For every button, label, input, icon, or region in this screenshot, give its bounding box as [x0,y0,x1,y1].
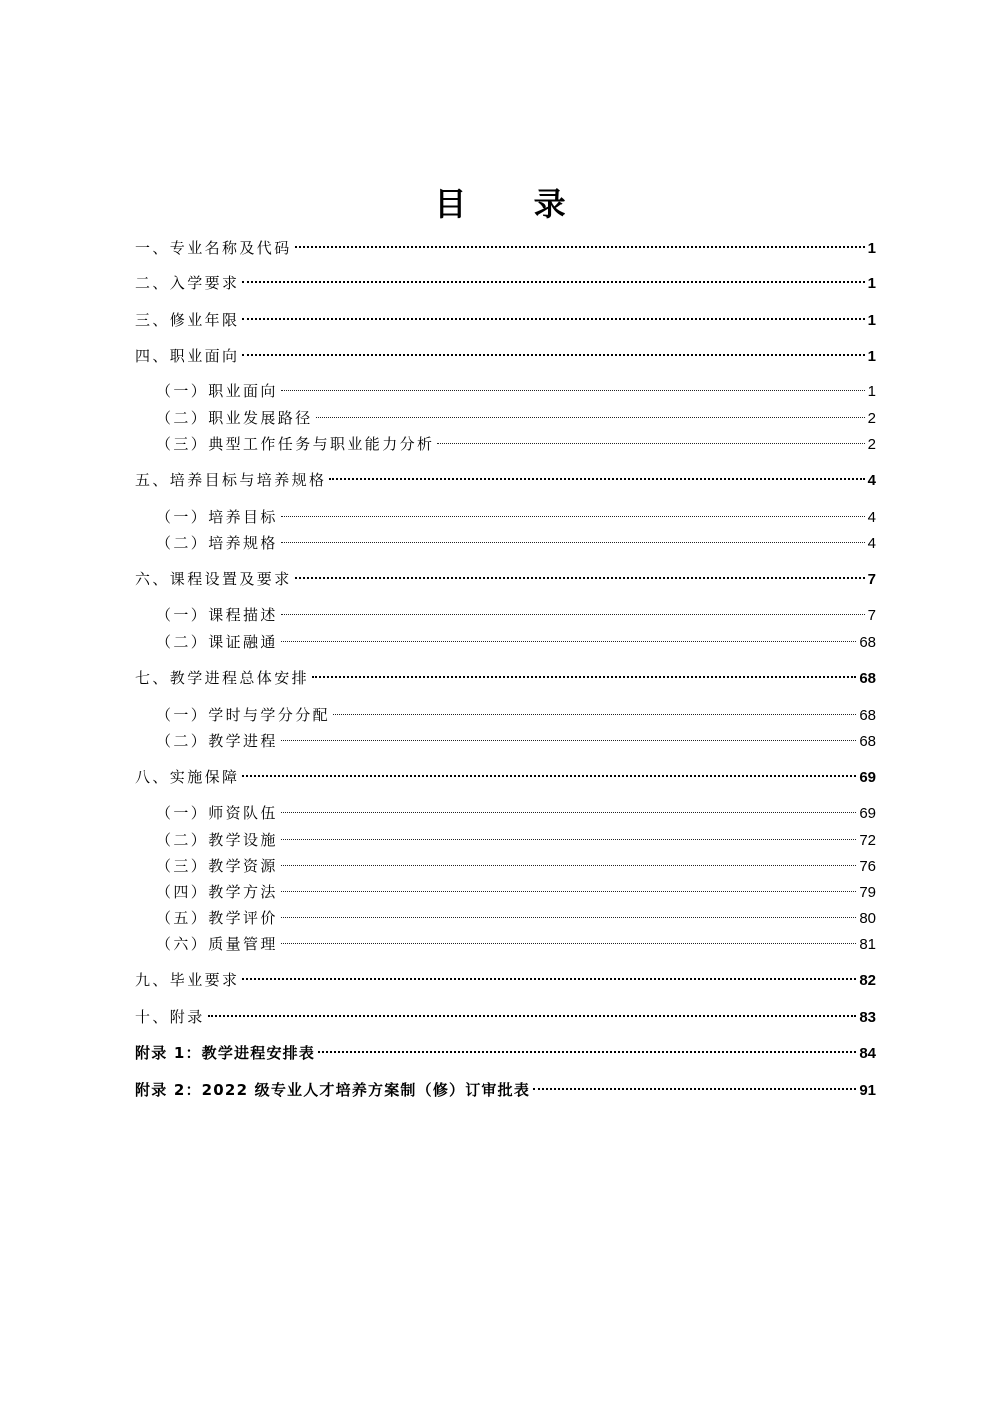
toc-subentry-page: 68 [859,707,876,724]
toc-entry-page: 1 [867,240,876,257]
toc-subentry-page: 4 [867,535,876,552]
toc-entry[interactable] [135,765,876,789]
toc-subentry[interactable] [156,729,876,753]
toc-subentry[interactable] [156,603,876,627]
toc-subentry-title: （一）学时与学分分配 [156,706,331,724]
toc-subentry-page: 68 [859,634,876,651]
toc-entry-page: 69 [859,769,876,786]
toc-entry-page: 83 [859,1009,876,1026]
toc-entry-title: 二、入学要求 [135,274,240,292]
toc-subentry-title: （五）教学评价 [156,909,278,927]
toc-dot-leader [281,917,857,918]
toc-dot-leader [242,978,856,980]
toc-dot-leader [242,354,864,356]
page-title: 目 录 [434,185,594,223]
toc-subentry-page: 81 [859,936,876,953]
toc-dot-leader [316,417,865,418]
toc-subentry[interactable] [156,531,876,555]
toc-subentry-page: 4 [867,509,876,526]
toc-subentry[interactable] [156,379,876,403]
toc-subentry[interactable] [156,801,876,825]
toc-dot-leader [242,775,856,777]
toc-subentry-title: （二）课证融通 [156,633,278,651]
toc-subentry[interactable] [156,828,876,852]
toc-dot-leader [281,390,865,391]
toc-subentry-page: 68 [859,733,876,750]
toc-subentry-title: （二）职业发展路径 [156,409,313,427]
toc-subentry-page: 2 [867,436,876,453]
toc-dot-leader [281,516,865,517]
toc-entry-page: 1 [867,275,876,292]
toc-subentry-page: 72 [859,832,876,849]
toc-subentry[interactable] [156,854,876,878]
toc-subentry-title: （一）职业面向 [156,382,278,400]
toc-dot-leader [281,614,865,615]
toc-entry[interactable] [135,468,876,492]
toc-entry-title: 七、教学进程总体安排 [135,669,310,687]
toc-dot-leader [281,891,857,892]
toc-subentry-title: （一）培养目标 [156,508,278,526]
toc-subentry[interactable] [156,630,876,654]
toc-subentry[interactable] [156,932,876,956]
toc-subentry[interactable] [156,406,876,430]
toc-dot-leader [281,542,865,543]
toc-entry-title: 三、修业年限 [135,311,240,329]
toc-subentry[interactable] [156,703,876,727]
toc-subentry-title: （三）教学资源 [156,857,278,875]
toc-dot-leader [533,1088,856,1090]
toc-dot-leader [295,577,865,579]
toc-subentry[interactable] [156,880,876,904]
toc-subentry-title: （六）质量管理 [156,935,278,953]
toc-dot-leader [281,943,857,944]
toc-dot-leader [312,676,856,678]
toc-dot-leader [281,839,857,840]
toc-subentry[interactable] [156,432,876,456]
toc-entry-page: 1 [867,312,876,329]
toc-dot-leader [281,740,857,741]
toc-dot-leader [333,714,856,715]
toc-entry-title: 九、毕业要求 [135,971,240,989]
toc-entry[interactable] [135,1005,876,1029]
toc-dot-leader [208,1015,857,1017]
toc-subentry-title: （二）教学进程 [156,732,278,750]
toc-subentry-title: （一）课程描述 [156,606,278,624]
toc-entry-page: 4 [867,472,876,489]
toc-subentry-title: （二）教学设施 [156,831,278,849]
toc-entry-page: 82 [859,972,876,989]
toc-entry-page: 91 [859,1082,876,1099]
toc-dot-leader [437,443,864,444]
toc-dot-leader [242,281,864,283]
toc-entry[interactable] [135,236,876,260]
toc-entry[interactable] [135,344,876,368]
toc-dot-leader [281,641,857,642]
toc-subentry-page: 1 [867,383,876,400]
toc-entry-page: 84 [859,1045,876,1062]
toc-dot-leader [281,812,857,813]
toc-subentry-page: 69 [859,805,876,822]
toc-entry-page: 7 [867,571,876,588]
toc-entry-title: 附录 1：教学进程安排表 [135,1044,316,1062]
toc-entry[interactable] [135,308,876,332]
toc-subentry-title: （三）典型工作任务与职业能力分析 [156,435,435,453]
toc-entry-title: 四、职业面向 [135,347,240,365]
toc-subentry-page: 80 [859,910,876,927]
toc-subentry-page: 2 [867,410,876,427]
toc-entry-appendix[interactable] [135,1078,876,1102]
toc-entry-title: 附录 2：2022 级专业人才培养方案制（修）订审批表 [135,1081,531,1099]
toc-entry-title: 六、课程设置及要求 [135,570,292,588]
toc-entry-title: 五、培养目标与培养规格 [135,471,327,489]
toc-dot-leader [281,865,857,866]
toc-dot-leader [329,478,864,480]
toc-subentry[interactable] [156,505,876,529]
toc-entry[interactable] [135,666,876,690]
toc-subentry-title: （二）培养规格 [156,534,278,552]
toc-entry-title: 十、附录 [135,1008,205,1026]
toc-dot-leader [242,318,864,320]
toc-entry-appendix[interactable] [135,1041,876,1065]
toc-dot-leader [295,246,865,248]
toc-subentry-page: 76 [859,858,876,875]
toc-subentry-title: （四）教学方法 [156,883,278,901]
toc-subentry-page: 79 [859,884,876,901]
toc-subentry-page: 7 [867,607,876,624]
toc-entry-title: 八、实施保障 [135,768,240,786]
toc-entry-page: 68 [859,670,876,687]
toc-subentry-title: （一）师资队伍 [156,804,278,822]
toc-dot-leader [318,1051,856,1053]
toc-entry[interactable] [135,968,876,992]
toc-entry-title: 一、专业名称及代码 [135,239,292,257]
toc-entry-page: 1 [867,348,876,365]
toc-subentry[interactable] [156,906,876,930]
toc-entry[interactable] [135,567,876,591]
toc-entry[interactable] [135,271,876,295]
